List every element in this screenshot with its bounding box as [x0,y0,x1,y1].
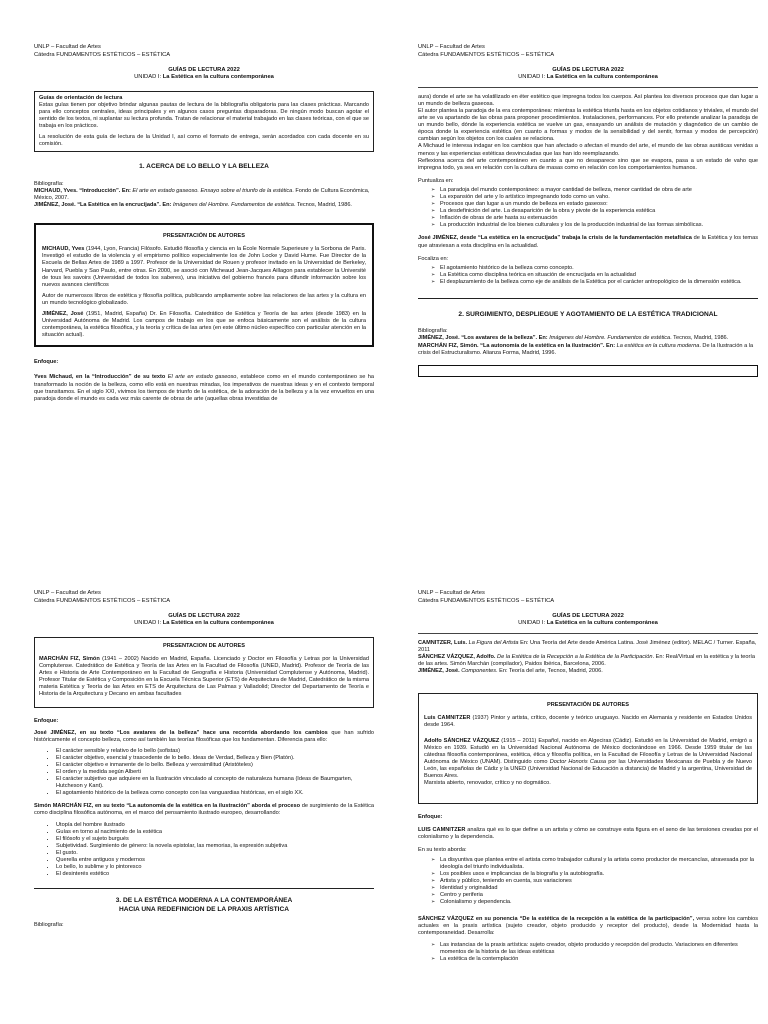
guides-title: GUÍAS DE LECTURA 2022 [168,613,240,620]
authors-box [34,223,374,347]
page-header [418,590,758,605]
list-item: ➢ La estética de la contemplación [440,956,758,963]
unit-title: UNIDAD I: La Estética en la cultura contemporánea [518,620,658,627]
bib-entry: JIMÉNEZ, José. “La Estética en la encrucijada”. En: Imágenes del Hombre. Fundamentos de estética. Tecnos, Madrid, 1986. [34,202,352,209]
su-texto-label: En su texto aborda: [418,847,467,854]
author-michaud: MICHAUD, Yves (1944, Lyon, Francia) Filósofo. Estudió filosofía y ciencia en la École Normale Superieure y la Sorbona de Paris. Investigó el estudio de la violencia y el empirismo político especialmente los de John Locke y David Hume. Fue Director de la Escuela de Bellas Artes de 1989 a 1997. Profesor de la Universidad de Rouen y profesor invitado en la Universidad de Berkeley, Harvard, Puebla y Sao Paulo, entre otras. En 2000, se asoció con Micheaud Jean-Jacques Aillagon para establecer la Université de tous les savoirs (Universidad de todos los saberes), una iniciativa del gobierno francés para difundir información sobre los nuevos avances científicos [42,246,366,288]
bibliography [34,181,374,209]
sanchez-list [418,942,758,963]
list-item: ➢ Centro y periferia [440,892,758,899]
divider [418,298,758,299]
divider [418,633,758,634]
guides-title: GUÍAS DE LECTURA 2022 [168,67,240,74]
bib-entry: CAMNITZER, Luis. La Figura del Artista En: Una Teoría del Arte desde América Latina. José Jiménez (editor). MELAC / Turner. España, 2011 [418,639,757,653]
list-item: ➢ La producción industrial de los bienes culturales y los de la producción industrial de las formas simbólicas. [440,222,758,229]
page-3 [34,590,374,929]
continued-text: Reflexiona acerca del arte contemporáneo en cuanto a que no desaparece sino que se evapora, pasa a un estado de vaho que impregna todo, ya sea en relación con la cultura de masas como en relación con los comportamientos humanos. [418,157,758,171]
enfoque-label: Enfoque: [34,359,59,366]
section-3-subtitle: HACIA UNA REDEFINICION DE LA PRAXIS ARTÍSTICA [118,905,290,913]
list-item: • El agotamiento histórico de la belleza como concepto con las vanguardias históricas, en el siglo XX. [56,790,374,797]
catedra-line: Cátedra FUNDAMENTOS ESTÉTICOS – ESTÉTICA [418,51,555,58]
authors-box [34,637,374,709]
list-item: • El filósofo y el sujeto burgués [56,836,374,843]
jimenez-paragraph: José JIMÉNEZ, desde “La estética en la encrucijada” trabaja la crisis de la fundamentación metafísica de la Estética y los temas que atraviesan a esta disciplina en la actualidad. [418,235,758,249]
author-marchan: MARCHÁN FIZ, Simón (1941 – 2002) Nacido en Madrid, España. Licenciado y Doctor en Filosofía y Letras por la Universidad Complutense. Catedrático de Estética y Teoría de las Artes en la Facultad de Filosofía (UNED, Madrid). Profesor de Teoría de las Artes e Historia de Arte Contemporáneo en la Facultad de Geografía e Historia (Universidad Complutense y Autónoma, Madrid). Profesor Titular de Estética y Composición en la Escuela Técnica Superior (ETS) de Arquitectura de Madrid, Catedrático de la misma materia Estética y Teoría de las Artes en ETS de Arquitectura de Las Palmas y Valladolid; Director del Departamento de Teoría e Historia de la Arquitectura y Decano en ambas facultades [39,655,370,698]
list-item: ➢ Identidad y originalidad [440,885,758,892]
page-header [34,44,374,59]
list-item: ➢ La desdefinición del arte. La desaparición de la obra y pivote de la experiencia estética [440,208,758,215]
sanchez-paragraph: SÁNCHEZ VÁZQUEZ en su ponencia “De la estética de la recepción a la estética de la participación”, versa sobre los cambios actuales en la praxis artística (sujeto creador, objeto producido y receptor del producto), desde la Modernidad hasta la contemporaneidad. Desarrolla: [418,916,758,937]
unit-title: UNIDAD I: La Estética en la cultura contemporánea [518,74,658,81]
author-camnitzer: Luis CAMNITZER (1937) Pintor y artista, crítico, docente y teórico uruguayo. Nacido en Alemania y residente en Estados Unidos desde 1964. [424,715,752,729]
list-item: • El desinterés estético [56,871,374,878]
page-header [418,44,758,59]
list-item: • El carácter sensible y relativo de lo bello (sofistas) [56,748,374,755]
continued-text: El autor plantea la paradoja de la era contemporánea: mientras la estética triunfa hasta en los objetos cotidianos y triviales, el mundo del arte se va apartando de las obras para proponer procedimientos. Instalaciones, performances. Por ello pretende analizar la paradoja de un mundo bello, dónde la experiencia estética se vuelve un gas, ensayando un análisis de mutación y diagnóstico de un cambio de época donde la experiencia estética (en cuanto a formas y modos de la sensibilidad y del sentir, formas y modos de percepción) cambian según los objetos con los cuales se relaciona. [418,107,758,143]
marchan-list [34,822,374,879]
list-item: ➢ La paradoja del mundo contemporáneo: a mayor cantidad de belleza, menor cantidad de obra de arte [440,187,758,194]
author-sanchez: Adolfo SÁNCHEZ VÁZQUEZ (1915 – 2011) Español, nacido en Algeciras (Cádiz). Estudió en la Universidad de Madrid, emigró a México en 1939. Estudió en la Universidad Nacional Autónoma de México doctorándose en 1966. Desde 1959 titular de las cátedras filosofía contemporánea, estética, ética y filosofía política, en la Facultad de Filosofía y Letras de la Universidad Nacional Autónoma de México (UNAM). Distinguido como Doctor Honoris Causa por las Universidades Mexicanas de Puebla y de Nuevo León, las españolas de Cádiz y la UNED (Universidad Nacional de Educación a distancia) de Madrid y la argentina, Universidad de Buenos Aires. [424,737,752,779]
bibliography [418,640,758,675]
section-1-title: 1. ACERCA DE LO BELLO Y LA BELLEZA [139,163,269,171]
empty-box [418,365,758,377]
divider [418,87,758,88]
catedra-line: Cátedra FUNDAMENTOS ESTÉTICOS – ESTÉTICA [34,597,171,604]
marchan-paragraph: Simón MARCHÁN FIZ, en su texto “La autonomía de la estética en la ilustración” aborda el proceso de surgimiento de la Estética como disciplina filosófica autónoma, en el marco del pensamiento ilustrado europeo, desarrollando: [34,803,374,817]
list-item: ➢ Colonialismo y dependencia. [440,899,758,906]
orientation-box [34,91,374,153]
author-jimenez: JIMÉNEZ, José (1951, Madrid, España) Dr. En Filosofía. Catedrático de Estética y Teoría de las artes (desde 1983) en la Universidad Autónoma de Madrid. Los campos de trabajo en los que se enfoca básicamente son el análisis de la cultura contemporánea, la estética filosófica, y la teoría y crítica de las artes (en este último núcleo específico con particular atención en la situación actual). [42,311,366,339]
page-2 [418,44,758,377]
list-item: ➢ El desplazamiento de la belleza como eje de análisis de la Estética por el carácter antropológico de la dimensión estética. [440,279,758,286]
page-header [34,590,374,605]
list-item: • El carácter objetivo e inmanente de lo bello. Belleza y verosimilitud (Aristóteles) [56,762,374,769]
bibliography-label: Bibliografía: [34,180,64,187]
list-item: ➢ Los posibles usos e implicancias de la biografía y la autobiografía. [440,871,758,878]
list-item: ➢ Las instancias de la praxis artística: sujeto creador, objeto producido y recepción del producto. Variaciones en diferentes momentos de la historia de las ideas estéticas [440,942,758,956]
puntualiza-list [418,187,758,230]
catedra-line: Cátedra FUNDAMENTOS ESTÉTICOS – ESTÉTICA [418,597,555,604]
focaliza-label: Focaliza en: [418,255,449,262]
list-item: • El carácter objetivo, esencial y trascedente de lo bello. Ideas de Verdad, Belleza y Bien (Platón). [56,755,374,762]
enfoque-label: Enfoque: [418,814,443,821]
list-item: • Utopía del hombre ilustrado [56,822,374,829]
section-2-title: 2. SURGIMIENTO, DESPLIEGUE Y AGOTAMIENTO DE LA ESTÉTICA TRADICIONAL [458,311,718,319]
bib-entry: MICHAUD, Yves. “Introducción”. En: El arte en estado gaseoso. Ensayo sobre el triunfo de la estética. Fondo de Cultura Económica, México, 2007. [34,187,370,201]
catedra-line: Cátedra FUNDAMENTOS ESTÉTICOS – ESTÉTICA [34,51,171,58]
list-item: • Subjetividad. Surgimiento de género: la novela epistolar, las memorias, la expresión subjetiva [56,843,374,850]
orientation-text-2: La resolución de esta guía de lectura de la Unidad I, así como el formato de entrega, serán acordados con cada docente en su comisión. [39,134,369,148]
list-item: ➢ Artista y público, teniendo en cuenta, sus variaciones [440,878,758,885]
bib-entry: JIMÉNEZ, José. “Los avatares de la belleza”. En: Imágenes del Hombre. Fundamentos de estética. Tecnos, Madrid, 1986. [418,335,729,342]
unit-title: UNIDAD I: La Estética en la cultura contemporánea [134,620,274,627]
list-item: • El gusto. [56,850,374,857]
bib-entry: SÁNCHEZ VÁZQUEZ, Adolfo. De la Estética de la Recepción a la Estética de la Participación. En: Real/Virtual en la estética y la teoría de las artes. Simón Marchán (compilador), Paidos Ibérica, Barcelona, 2006. [418,653,756,668]
camnitzer-paragraph: LUIS CAMNITZER analiza qué es lo que define a un artista y cómo se construye esta figura en el seno de las tensiones creadas por el colonialismo y la dependencia. [418,827,758,841]
continued-text: aura) donde el arte se ha volatilizado en éter estético que impregna todos los cuerpos. Así plantea los diversos procesos que dan lugar a un mundo de belleza gaseosa. [418,93,758,107]
bibliography-label: Bibliografía: [418,328,448,335]
authors-box-title: PRESENTACIÓN DE AUTORES [547,702,629,709]
author-sanchez-2: Marxista abierto, renovador, crítico y no dogmático. [424,780,551,787]
bib-entry: MARCHÁN FIZ, Simón. “La autonomía de la estética en la ilustración”. En: La estética en la cultura moderna. De la Ilustración a la crisis del Estructuralismo. Alianza Forma, Madrid, 1996. [418,342,754,356]
bibliography [418,328,758,356]
list-item: ➢ La disyuntiva que plantea entre el artista como trabajador cultural y la artista como productor de mercancías, atravesada por la ideología del triunfo individualista. [440,857,758,871]
page-1 [34,44,374,407]
camnitzer-list [418,857,758,907]
guides-title: GUÍAS DE LECTURA 2022 [552,67,624,74]
orientation-title: Guías de orientación de lectura [39,94,123,101]
author-michaud-2: Autor de numerosos libros de estética y filosofía política, publicando ampliamente sobre las relaciones de las artes y la cultura en un mundo tecnológico globalizado. [42,292,366,306]
unit-title: UNIDAD I: La Estética en la cultura contemporánea [134,74,274,81]
list-item: • El orden y la medida según Alberti [56,769,374,776]
authors-box-title: PRESENTACIÓN DE AUTORES [163,233,245,240]
puntualiza-label: Puntualiza en: [418,177,454,184]
guides-title: GUÍAS DE LECTURA 2022 [552,613,624,620]
list-item: ➢ Procesos que dan lugar a un mundo de belleza en estado gaseoso: [440,201,758,208]
list-item: • Guías en torno al nacimiento de la estética [56,829,374,836]
faculty-line: UNLP – Facultad de Artes [418,590,485,596]
list-item: • El carácter subjetivo que adquiere en la Ilustración vinculado al concepto de naturaleza humana (Ideas de Baumgarten, Hutcheson y Kant). [56,776,374,790]
faculty-line: UNLP – Facultad de Artes [34,44,101,50]
list-item: ➢ Inflación de obras de arte hasta su extenuación [440,215,758,222]
page-4 [418,590,758,969]
jimenez-paragraph: José JIMÉNEZ, en su texto “Los avatares de la belleza” hace una recorrida abordando los cambios que han sufrido históricamente el concepto belleza, como así también las teorías filosóficas que los fundamentan. Diferencia para ello: [34,729,374,743]
faculty-line: UNLP – Facultad de Artes [34,590,101,596]
authors-box-title: PRESENTACION DE AUTORES [163,642,245,649]
enfoque-text: Yves Michaud, en la “Introducción” de su texto El arte en estado gaseoso, establece como en el mundo contemporáneo se ha transformado la noción de la belleza, como ello está en nuestras miradas, los imperativos de nuestras ideas y en el contexto temporal que transitamos. En el siglo XXI, vivimos los tiempos de triunfo de la estética, de la adoración de la belleza y a la vez envueltos en una paradoja donde el mundo es cada vez más carente de obras de arte (aquellas obras investidas de [34,374,374,402]
list-item: • Querella entre antiguos y modernos [56,857,374,864]
authors-box [418,693,758,804]
enfoque-label: Enfoque: [34,718,59,725]
continued-text: A Michaud le interesa indagar en los cambios que han afectado o afectan el mundo del arte, el mundo de las obras auráticas venidas a menos y las experiencias estéticas desvinculadas que las han ido reemplazando. [418,143,758,157]
bibliography-label: Bibliografía: [34,922,64,929]
divider [34,888,374,889]
list-item: ➢ La expansión del arte y lo artístico impregnando todo como un vaho. [440,194,758,201]
orientation-text: Estas guías tienen por objetivo brindar algunas pautas de lectura de la bibliografía obligatoria para las clases prácticas. Marcando para ello conceptos centrales, ideas principales y en algunos casos preguntas disparadoras. De ningún modo buscan agotar el sentido de los textos, ni suplantar su lectura profunda. Tratan de relacionar el material trabajado en las clases teóricas, con el que se trabaja en los prácticos. [39,101,369,130]
focaliza-list [418,265,758,286]
list-item: • Lo bello, lo sublime y lo pintoresco [56,864,374,871]
list-item: ➢ La Estética como disciplina teórica en situación de encrucijada en la actualidad [440,272,758,279]
section-3-title: 3. DE LA ESTÉTICA MODERNA A LA CONTEMPORÁNEA [115,897,293,905]
list-item: ➢ El agotamiento histórico de la belleza como concepto. [440,265,758,272]
jimenez-list [34,748,374,798]
bib-entry: JIMÉNEZ, José. Componentes. En: Teoría del arte, Tecnos, Madrid, 2006. [418,668,603,675]
faculty-line: UNLP – Facultad de Artes [418,44,485,50]
